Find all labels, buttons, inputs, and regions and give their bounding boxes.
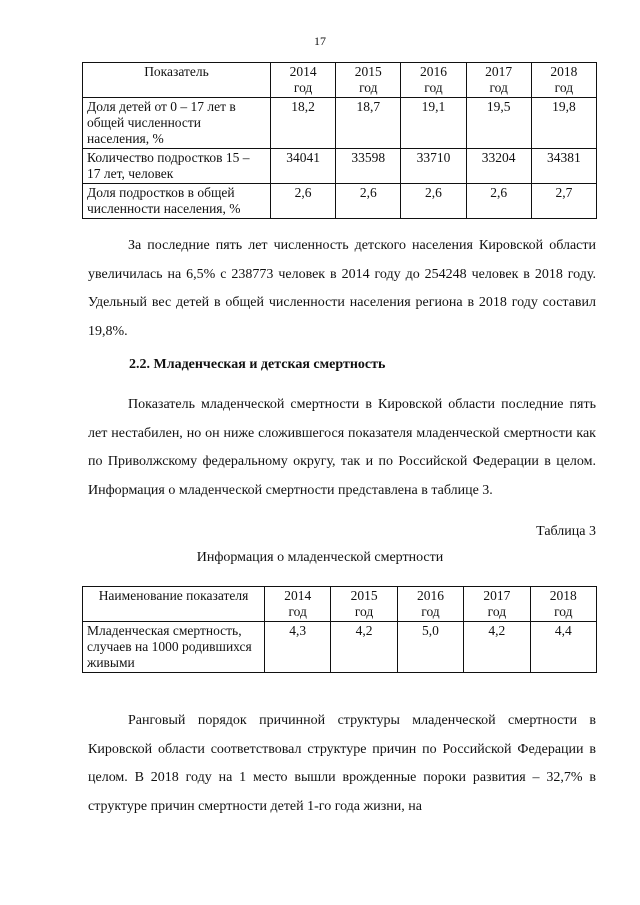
cell-value: 2,6 [466, 184, 531, 219]
table-row [83, 98, 597, 149]
cell-value: 2,6 [401, 184, 466, 219]
header-label: Показатель [83, 63, 271, 98]
header-year [271, 63, 336, 98]
cell-value: 19,8 [531, 98, 596, 149]
table-number-label: Таблица 3 [536, 524, 596, 539]
population-table [82, 62, 597, 219]
cell-value: 2,7 [531, 184, 596, 219]
table-row [83, 622, 597, 673]
year-value: 2015 [350, 588, 378, 603]
year-value: 2015 [354, 64, 382, 79]
table-title: Информация о младенческой смертности [196, 550, 444, 565]
header-year [531, 63, 596, 98]
row-label: Доля детей от 0 – 17 лет в общей численности населения, % [83, 98, 271, 149]
cell-value: 2,6 [271, 184, 336, 219]
year-unit: год [421, 604, 440, 619]
header-year [265, 587, 331, 622]
year-unit: год [487, 604, 507, 619]
year-unit: год [554, 604, 573, 619]
cell-value: 19,1 [401, 98, 466, 149]
header-year [401, 63, 466, 98]
year-value: 2014 [284, 588, 312, 603]
year-unit: год [288, 604, 307, 619]
header-year [397, 587, 463, 622]
cell-value: 18,2 [271, 98, 336, 149]
infant-mortality-table [82, 586, 597, 673]
row-label: Младенческая смертность, случаев на 1000 родившихся живыми [83, 622, 265, 673]
year-unit: год [489, 80, 508, 95]
cell-value: 34381 [531, 149, 596, 184]
section-heading: 2.2. Младенческая и детская смертность [129, 357, 386, 372]
paragraph-population: За последние пять лет численность детского населения Кировской области увеличилась на 6,5% с 238773 человек в 2014 году до 254248 человек в 2018 году. Удельный вес детей в общей численности населения региона в 2018 году составил 19,8%. [88, 238, 596, 339]
header-year [464, 587, 530, 622]
table-row [83, 184, 597, 219]
cell-value: 5,0 [397, 622, 463, 673]
year-unit: год [359, 80, 378, 95]
cell-value: 19,5 [466, 98, 531, 149]
table-header-row [83, 63, 597, 98]
year-value: 2016 [419, 64, 447, 79]
paragraph-infant-mortality: Показатель младенческой смертности в Кировской области последние пять лет нестабилен, но он ниже сложившегося показателя младенческой смертности как по Приволжскому федеральному округу, так и по Российской Федерации в целом. Информация о младенческой смертности представлена в таблице 3. [88, 397, 596, 498]
cell-value: 33204 [466, 149, 531, 184]
cell-value: 2,6 [336, 184, 401, 219]
year-unit: год [293, 80, 313, 95]
cell-value: 33710 [401, 149, 466, 184]
paragraph-causes: Ранговый порядок причинной структуры младенческой смертности в Кировской области соответствовал структуре причин по Российской Федерации в целом. В 2018 году на 1 место вышли врожденные пороки развития – 32,7% в структуре причин смертности детей 1-го года жизни, на [88, 713, 596, 814]
year-value: 2017 [485, 64, 513, 79]
header-label: Наименование показателя [83, 587, 265, 622]
header-year [336, 63, 401, 98]
row-label: Количество подростков 15 – 17 лет, человек [83, 149, 271, 184]
year-value: 2017 [483, 588, 511, 603]
header-year [530, 587, 596, 622]
year-value: 2016 [416, 588, 444, 603]
page-number: 17 [314, 34, 326, 48]
header-year [331, 587, 397, 622]
year-unit: год [554, 80, 574, 95]
header-year [466, 63, 531, 98]
cell-value: 4,2 [331, 622, 397, 673]
year-unit: год [424, 80, 443, 95]
table-row [83, 149, 597, 184]
year-unit: год [354, 604, 374, 619]
year-value: 2014 [289, 64, 317, 79]
year-value: 2018 [550, 64, 578, 79]
cell-value: 4,3 [265, 622, 331, 673]
table-header-row [83, 587, 597, 622]
cell-value: 4,4 [530, 622, 596, 673]
cell-value: 18,7 [336, 98, 401, 149]
cell-value: 34041 [271, 149, 336, 184]
cell-value: 33598 [336, 149, 401, 184]
cell-value: 4,2 [464, 622, 530, 673]
row-label: Доля подростков в общей численности населения, % [83, 184, 271, 219]
year-value: 2018 [549, 588, 577, 603]
